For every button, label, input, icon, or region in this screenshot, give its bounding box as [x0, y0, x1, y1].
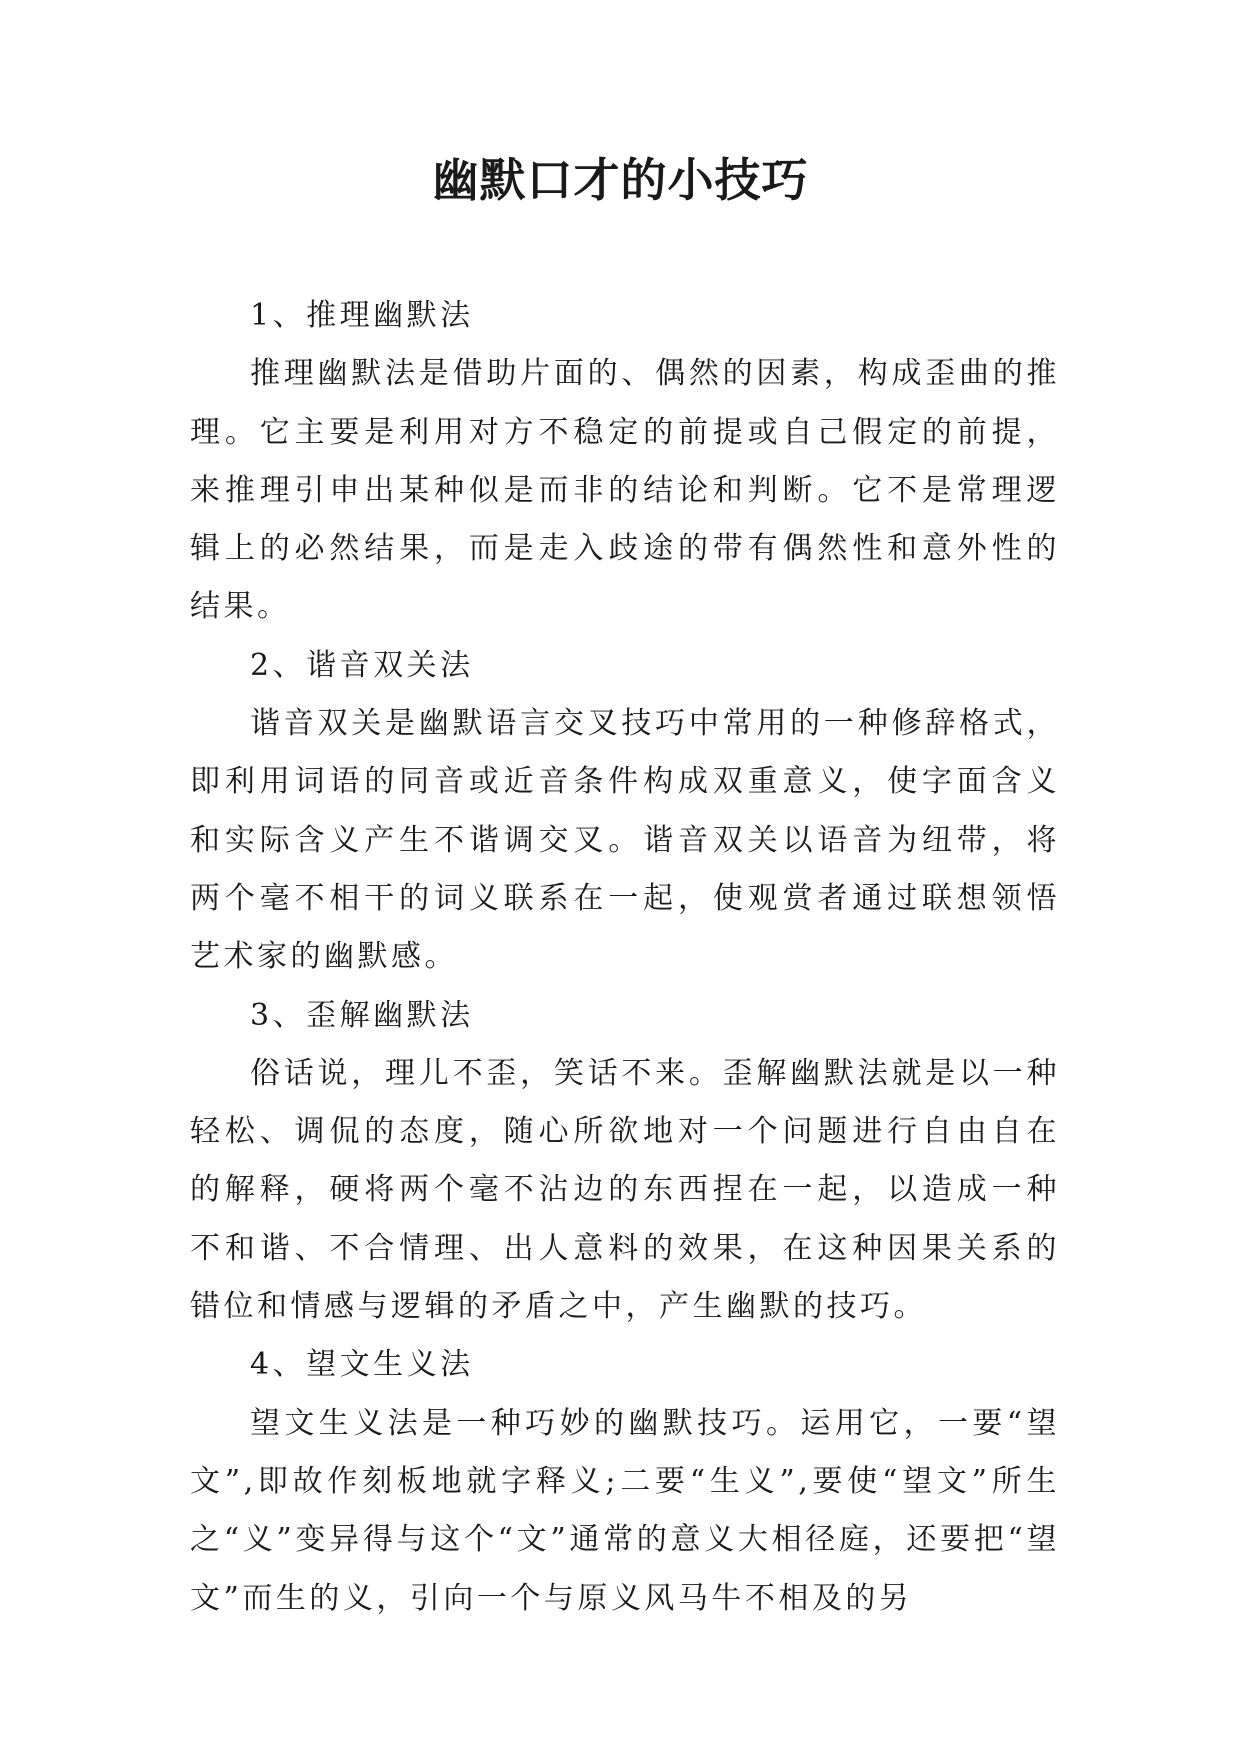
section-paragraph-2: 谐音双关是幽默语言交叉技巧中常用的一种修辞格式，即利用词语的同音或近音条件构成双重意义，使字面含义和实际含义产生不谐调交叉。谐音双关以语音为纽带，将两个毫不相干的词义联系在一起，使观赏者通过联想领悟艺术家的幽默感。 — [190, 706, 1060, 975]
section-paragraph-4: 望文生义法是一种巧妙的幽默技巧。运用它，一要“望文”,即故作刻板地就字释义;二要“生义”,要使“望文”所生之“义”变异得与这个“文”通常的意义大相径庭，还要把“望文”而生的义，引向一个与原义风马牛不相及的另 — [190, 1405, 1060, 1616]
section-heading-2: 2、谐音双关法 — [250, 647, 474, 683]
document-body — [190, 287, 1060, 1628]
section-heading-4: 4、望文生义法 — [250, 1347, 474, 1383]
section-heading-3: 3、歪解幽默法 — [250, 997, 474, 1033]
section-paragraph-1: 推理幽默法是借助片面的、偶然的因素，构成歪曲的推理。它主要是利用对方不稳定的前提或自己假定的前提，来推理引申出某种似是而非的结论和判断。它不是常理逻辑上的必然结果，而是走入歧途的带有偶然性和意外性的结果。 — [190, 356, 1060, 625]
section-heading-1: 1、推理幽默法 — [250, 298, 474, 333]
section-paragraph-3: 俗话说，理儿不歪，笑话不来。歪解幽默法就是以一种轻松、调侃的态度，随心所欲地对一个问题进行自由自在的解释，硬将两个毫不沾边的东西捏在一起，以造成一种不和谐、不合情理、出人意料的效果，在这种因果关系的错位和情感与逻辑的矛盾之中，产生幽默的技巧。 — [190, 1055, 1060, 1325]
document-title: 幽默口才的小技巧 — [432, 153, 809, 207]
